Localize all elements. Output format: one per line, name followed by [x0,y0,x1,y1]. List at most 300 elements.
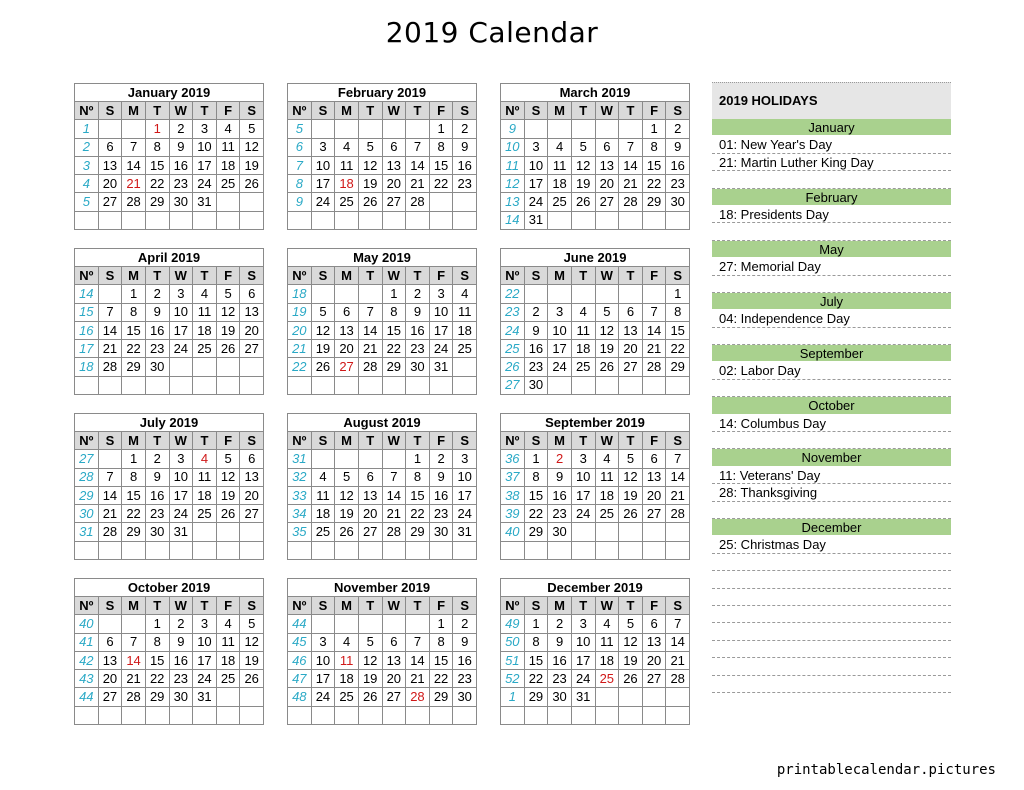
day-cell [524,541,548,559]
holiday-item: 04: Independence Day [712,310,951,327]
weekday-header: T [145,432,169,450]
holiday-blank-line [712,676,951,693]
day-cell: 17 [311,175,335,193]
week-row [288,688,477,706]
week-number: 52 [501,670,525,688]
week-row [501,615,690,633]
week-number: 5 [288,120,312,138]
day-cell: 30 [169,193,193,211]
day-cell: 4 [595,450,619,468]
week-number: 23 [501,303,525,321]
weekday-header: M [122,267,146,285]
weekday-header: W [595,597,619,615]
day-cell: 29 [642,193,666,211]
day-cell: 25 [335,688,359,706]
day-cell: 14 [98,321,122,339]
week-row [501,175,690,193]
week-row [288,651,477,669]
day-cell: 22 [429,175,453,193]
day-cell [406,615,430,633]
day-cell: 8 [524,633,548,651]
week-number [75,706,99,724]
day-cell: 5 [240,120,264,138]
day-cell: 16 [524,340,548,358]
day-cell: 24 [524,193,548,211]
day-cell: 23 [145,505,169,523]
weekday-header: Nº [501,267,525,285]
weekday-header: Nº [288,597,312,615]
week-number: 2 [75,138,99,156]
day-cell [548,376,572,394]
day-cell [358,541,382,559]
week-row [75,468,264,486]
day-cell: 19 [216,486,240,504]
day-cell: 26 [358,193,382,211]
day-cell: 8 [666,303,690,321]
day-cell: 15 [524,486,548,504]
day-cell: 9 [453,633,477,651]
weekday-header: W [169,432,193,450]
month-name: October 2019 [75,579,264,597]
day-cell: 10 [571,633,595,651]
day-cell [122,376,146,394]
holidays-panel [712,82,951,693]
week-row [288,670,477,688]
holiday-item: 11: Veterans' Day [712,467,951,484]
month-name: June 2019 [501,249,690,267]
day-cell: 20 [382,175,406,193]
day-cell [216,688,240,706]
day-cell [382,450,406,468]
day-cell: 22 [122,340,146,358]
week-row [75,340,264,358]
day-cell: 22 [524,505,548,523]
day-cell: 7 [406,633,430,651]
holidays-heading: 2019 HOLIDAYS [712,82,951,119]
week-row [288,376,477,394]
day-cell: 22 [382,340,406,358]
week-row [75,138,264,156]
month-calendar [500,578,690,725]
day-cell: 6 [642,450,666,468]
day-cell: 10 [453,468,477,486]
day-cell: 24 [571,505,595,523]
day-cell: 8 [642,138,666,156]
day-cell: 22 [524,670,548,688]
day-cell [642,523,666,541]
day-cell [98,706,122,724]
day-cell: 14 [98,486,122,504]
day-cell: 9 [548,633,572,651]
day-cell: 2 [169,615,193,633]
day-cell: 13 [358,486,382,504]
day-cell: 6 [335,303,359,321]
weekday-header: Nº [288,102,312,120]
week-number: 32 [288,468,312,486]
day-cell: 23 [145,340,169,358]
day-cell: 18 [216,651,240,669]
day-cell: 19 [240,651,264,669]
day-cell [548,285,572,303]
day-cell [382,211,406,229]
day-cell: 21 [382,505,406,523]
day-cell: 17 [193,651,217,669]
day-cell: 20 [98,670,122,688]
day-cell: 9 [548,468,572,486]
weekday-header: W [382,267,406,285]
day-cell: 18 [311,505,335,523]
day-cell: 22 [429,670,453,688]
day-cell: 9 [524,321,548,339]
week-number: 24 [501,321,525,339]
day-cell: 2 [406,285,430,303]
month-name: May 2019 [288,249,477,267]
weekday-header: W [595,267,619,285]
day-cell: 17 [429,321,453,339]
day-cell: 22 [406,505,430,523]
day-cell: 2 [524,303,548,321]
day-cell: 27 [358,523,382,541]
day-cell [666,376,690,394]
weekday-header: W [169,102,193,120]
day-cell [358,120,382,138]
day-cell: 25 [548,193,572,211]
day-cell: 19 [619,486,643,504]
day-cell: 23 [524,358,548,376]
day-cell: 17 [311,670,335,688]
day-cell: 26 [240,175,264,193]
day-cell: 14 [642,321,666,339]
weekday-header: T [145,597,169,615]
day-cell: 27 [98,193,122,211]
day-cell: 18 [453,321,477,339]
day-cell: 2 [145,285,169,303]
day-cell: 3 [429,285,453,303]
day-cell: 17 [453,486,477,504]
day-cell: 26 [216,505,240,523]
day-cell: 16 [548,486,572,504]
day-cell: 13 [98,156,122,174]
week-number: 35 [288,523,312,541]
week-row [501,193,690,211]
day-cell [666,706,690,724]
month-calendar [74,578,264,725]
week-number: 14 [75,285,99,303]
week-row [75,285,264,303]
day-cell: 12 [619,633,643,651]
week-number: 36 [501,450,525,468]
weekday-header: S [666,102,690,120]
weekday-header: F [642,432,666,450]
weekday-header: S [666,267,690,285]
day-cell: 19 [358,670,382,688]
week-row [288,468,477,486]
week-number: 27 [501,376,525,394]
day-cell [335,211,359,229]
weekday-header: M [548,102,572,120]
week-number: 26 [501,358,525,376]
day-cell: 27 [595,193,619,211]
week-row [501,303,690,321]
week-number: 4 [75,175,99,193]
day-cell: 24 [453,505,477,523]
day-cell: 1 [429,615,453,633]
week-number: 7 [288,156,312,174]
week-row [501,541,690,559]
day-cell: 14 [122,651,146,669]
day-cell: 13 [98,651,122,669]
day-cell: 9 [169,633,193,651]
week-row [288,523,477,541]
weekday-header: F [216,267,240,285]
weekday-header: M [122,597,146,615]
weekday-header: S [524,267,548,285]
day-cell: 7 [406,138,430,156]
week-row [75,358,264,376]
day-cell: 29 [145,688,169,706]
day-cell [453,193,477,211]
day-cell: 27 [335,358,359,376]
day-cell: 7 [666,450,690,468]
day-cell [216,541,240,559]
day-cell: 21 [98,340,122,358]
day-cell: 19 [216,321,240,339]
day-cell: 20 [642,486,666,504]
day-cell: 18 [548,175,572,193]
week-row [75,211,264,229]
week-row [501,688,690,706]
day-cell [193,541,217,559]
day-cell [193,523,217,541]
day-cell: 4 [311,468,335,486]
day-cell [571,376,595,394]
month-calendar [74,83,264,230]
weekday-header: T [193,432,217,450]
weekday-header: T [193,102,217,120]
day-cell [216,376,240,394]
holiday-month-band: December [712,519,951,536]
day-cell: 18 [216,156,240,174]
day-cell: 25 [453,340,477,358]
day-cell: 26 [619,505,643,523]
day-cell: 29 [145,193,169,211]
day-cell [642,211,666,229]
day-cell: 23 [453,175,477,193]
week-row [288,120,477,138]
day-cell: 17 [169,486,193,504]
day-cell: 3 [571,615,595,633]
day-cell: 29 [122,523,146,541]
holiday-blank-line [712,606,951,623]
week-row [501,450,690,468]
weekday-header: T [358,432,382,450]
week-number: 39 [501,505,525,523]
day-cell [406,211,430,229]
day-cell: 1 [382,285,406,303]
weekday-header: S [666,597,690,615]
day-cell: 28 [666,505,690,523]
holiday-blank-line [712,554,951,571]
day-cell: 15 [429,651,453,669]
day-cell: 9 [145,468,169,486]
day-cell: 16 [169,651,193,669]
day-cell: 19 [358,175,382,193]
week-row [75,615,264,633]
weekday-header: T [406,102,430,120]
weekday-header: Nº [288,432,312,450]
day-cell: 31 [429,358,453,376]
day-cell [240,541,264,559]
month-name: December 2019 [501,579,690,597]
day-cell [595,285,619,303]
week-row [288,615,477,633]
day-cell: 28 [98,523,122,541]
day-cell: 10 [571,468,595,486]
day-cell: 11 [193,468,217,486]
day-cell [216,358,240,376]
day-cell [98,211,122,229]
day-cell: 29 [122,358,146,376]
day-cell: 23 [406,340,430,358]
week-row [288,211,477,229]
day-cell: 26 [240,670,264,688]
day-cell [382,706,406,724]
week-row [288,193,477,211]
day-cell: 24 [169,340,193,358]
weekday-header: Nº [288,267,312,285]
day-cell [548,211,572,229]
day-cell: 11 [595,633,619,651]
day-cell [311,285,335,303]
day-cell: 21 [358,340,382,358]
week-row [288,505,477,523]
day-cell: 21 [666,486,690,504]
week-number [288,376,312,394]
day-cell [406,376,430,394]
day-cell [335,285,359,303]
day-cell [216,193,240,211]
day-cell: 3 [193,615,217,633]
weekday-header: S [311,432,335,450]
day-cell: 30 [548,523,572,541]
month-calendar [287,578,477,725]
day-cell: 30 [548,688,572,706]
weekday-header: W [595,432,619,450]
weekday-header: S [240,102,264,120]
weekday-header: F [429,267,453,285]
day-cell: 5 [619,615,643,633]
day-cell [145,211,169,229]
weekday-header: S [311,102,335,120]
holiday-blank-line [712,432,951,449]
holiday-blank-line [712,276,951,293]
month-name: July 2019 [75,414,264,432]
day-cell [216,706,240,724]
day-cell [429,211,453,229]
month-calendar [500,248,690,395]
week-number: 34 [288,505,312,523]
week-number: 10 [501,138,525,156]
weekday-header: M [335,432,359,450]
day-cell [429,541,453,559]
day-cell: 3 [193,120,217,138]
day-cell: 4 [193,450,217,468]
day-cell [145,706,169,724]
day-cell [595,523,619,541]
week-number: 42 [75,651,99,669]
day-cell: 5 [216,450,240,468]
day-cell: 7 [122,138,146,156]
day-cell: 20 [240,321,264,339]
day-cell: 26 [571,193,595,211]
day-cell: 1 [524,450,548,468]
weekday-header: T [358,267,382,285]
weekday-header: S [524,597,548,615]
day-cell [311,376,335,394]
week-row [288,175,477,193]
day-cell [145,376,169,394]
week-row [501,138,690,156]
day-cell: 26 [619,670,643,688]
day-cell: 13 [382,156,406,174]
weekday-header: M [335,102,359,120]
day-cell: 12 [335,486,359,504]
day-cell [240,706,264,724]
day-cell: 21 [666,651,690,669]
weekday-header: Nº [75,432,99,450]
day-cell: 22 [666,340,690,358]
week-number: 12 [501,175,525,193]
day-cell: 17 [169,321,193,339]
day-cell [524,706,548,724]
month-calendar [500,413,690,560]
day-cell: 10 [311,651,335,669]
day-cell: 18 [595,651,619,669]
day-cell: 12 [240,138,264,156]
day-cell: 1 [122,450,146,468]
week-row [501,321,690,339]
week-row [288,156,477,174]
day-cell: 29 [524,688,548,706]
day-cell: 19 [335,505,359,523]
day-cell: 19 [595,340,619,358]
week-row [75,505,264,523]
holiday-blank-line [712,571,951,588]
weekday-header: S [98,102,122,120]
day-cell: 12 [571,156,595,174]
weekday-header: M [548,597,572,615]
month-name: April 2019 [75,249,264,267]
weekday-header: Nº [75,102,99,120]
holidays-list [712,119,951,693]
day-cell: 5 [358,633,382,651]
month-calendar [287,83,477,230]
day-cell: 27 [98,688,122,706]
week-row [75,633,264,651]
day-cell: 5 [240,615,264,633]
day-cell [169,376,193,394]
week-row [75,523,264,541]
weekday-header: S [240,432,264,450]
day-cell: 8 [429,138,453,156]
month-calendar [287,248,477,395]
day-cell [453,706,477,724]
day-cell: 12 [216,303,240,321]
weekday-header: F [429,432,453,450]
day-cell: 24 [169,505,193,523]
day-cell: 31 [571,688,595,706]
day-cell [666,211,690,229]
